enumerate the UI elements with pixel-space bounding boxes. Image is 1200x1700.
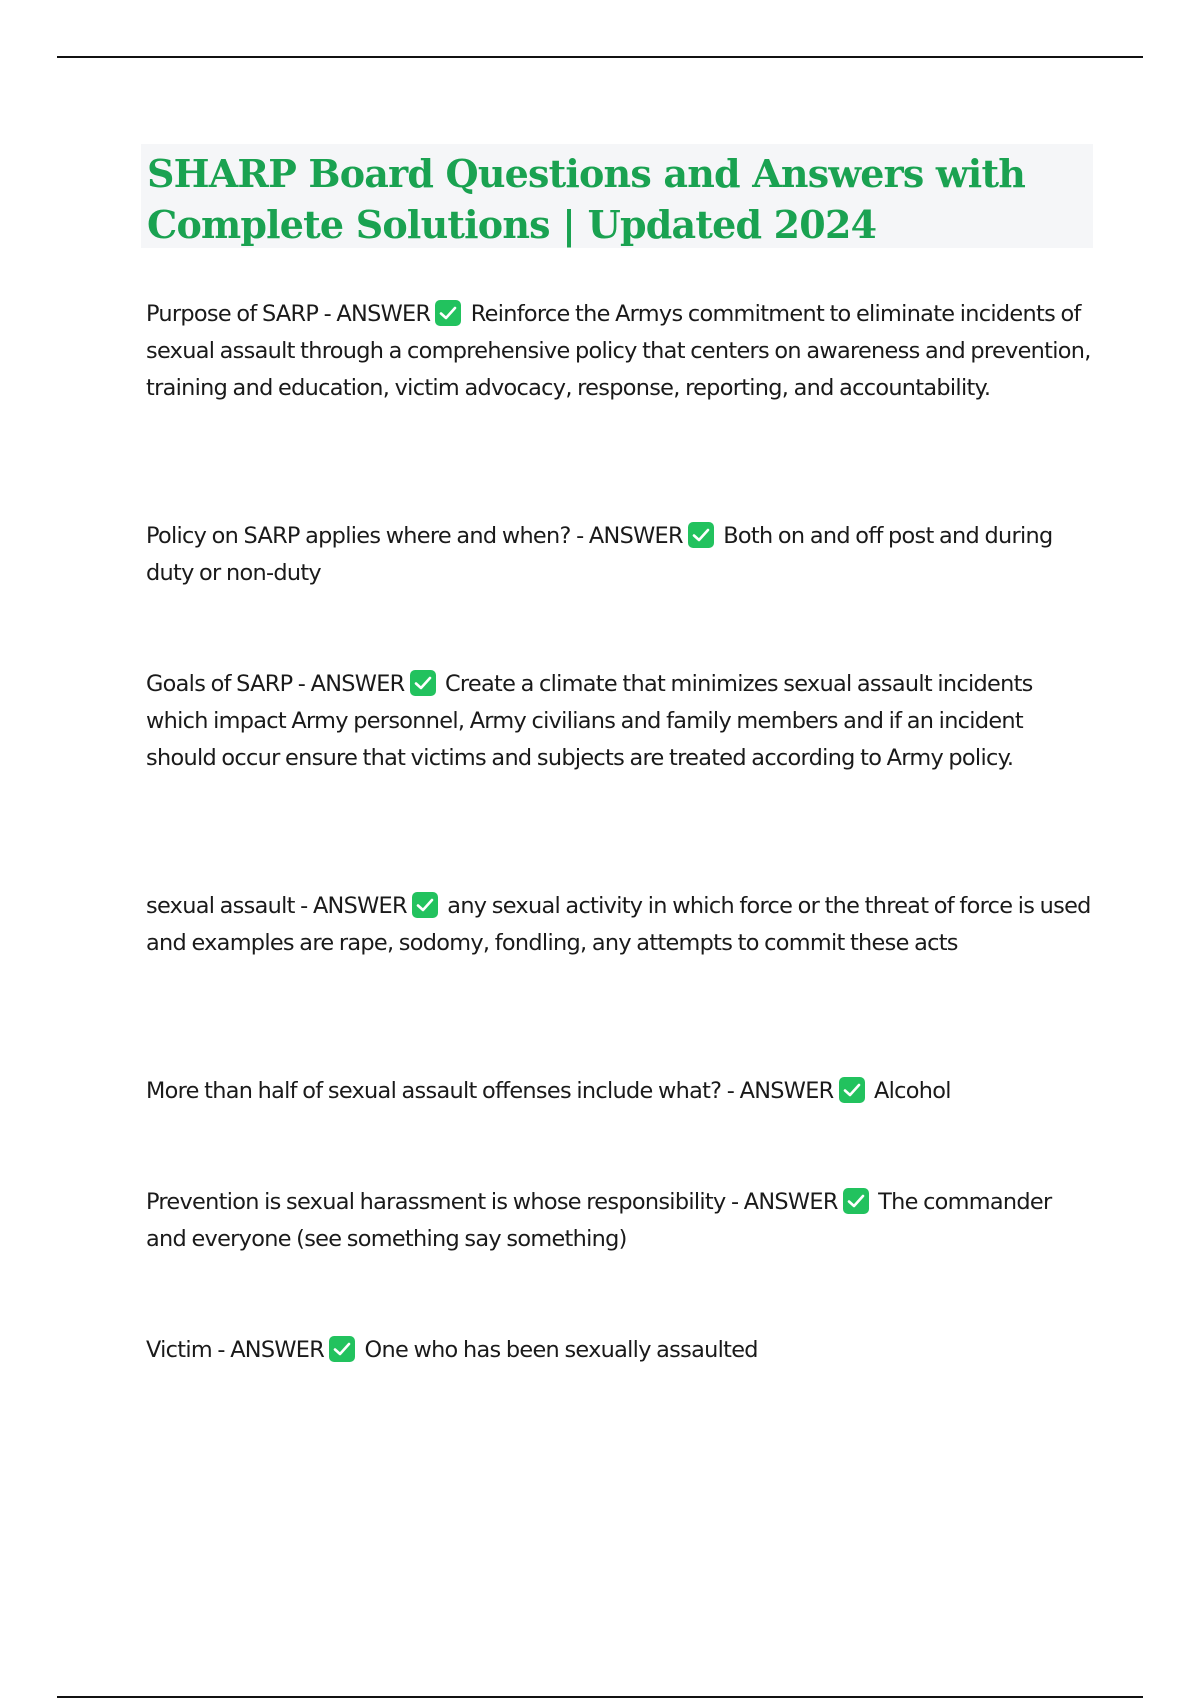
answer-marker: ANSWER bbox=[310, 671, 405, 697]
answer-marker: ANSWER bbox=[739, 1078, 834, 1104]
answer-text: Both on and off post and during duty or non-duty bbox=[146, 523, 1053, 586]
check-mark-icon bbox=[329, 1336, 355, 1362]
qa-item: More than half of sexual assault offenses include what? - ANSWER Alcohol bbox=[146, 1078, 951, 1104]
qa-item: Victim - ANSWER One who has been sexually assaulted bbox=[146, 1337, 758, 1363]
qa-item: Purpose of SARP - ANSWER Reinforce the Armys commitment to eliminate incidents of sexual assault through a comprehensive policy that centers on awareness and prevention, training and education, victim advocacy, response, reporting, and accountability. bbox=[146, 301, 1091, 401]
check-mark-icon bbox=[843, 1188, 869, 1214]
question-text: More than half of sexual assault offenses include what? bbox=[146, 1078, 722, 1104]
qa-item: sexual assault - ANSWER any sexual activity in which force or the threat of force is used and examples are rape, sodomy, fondling, any attempts to commit these acts bbox=[146, 893, 1091, 956]
question-text: Prevention is sexual harassment is whose responsibility bbox=[146, 1189, 726, 1215]
footer-rule bbox=[57, 1696, 1143, 1698]
answer-text: The commander and everyone (see something say something) bbox=[146, 1189, 1052, 1252]
qa-item: Goals of SARP - ANSWER Create a climate that minimizes sexual assault incidents which impact Army personnel, Army civilians and family members and if an incident should occur ensure that victims and subjects are treated according to Army policy. bbox=[146, 671, 1033, 771]
check-mark-icon bbox=[435, 300, 461, 326]
answer-marker: ANSWER bbox=[336, 301, 431, 327]
title-banner bbox=[141, 144, 1093, 248]
check-mark-icon bbox=[839, 1077, 865, 1103]
answer-text: Reinforce the Armys commitment to eliminate incidents of sexual assault through a comprehensive policy that centers on awareness and prevention, training and education, victim advocacy, response, reporting, and accountability. bbox=[146, 301, 1091, 401]
answer-text: One who has been sexually assaulted bbox=[364, 1337, 758, 1363]
document-title: SHARP Board Questions and Answers with Complete Solutions | Updated 2024 bbox=[147, 151, 1026, 247]
answer-marker: ANSWER bbox=[588, 523, 683, 549]
check-mark-icon bbox=[412, 892, 438, 918]
check-mark-icon bbox=[410, 670, 436, 696]
question-text: Purpose of SARP bbox=[146, 301, 319, 327]
header-rule bbox=[57, 56, 1143, 58]
answer-text: Create a climate that minimizes sexual assault incidents which impact Army personnel, Army civilians and family members and if an incident should occur ensure that victims and subjects are treated according to Army policy. bbox=[146, 671, 1033, 771]
question-text: sexual assault bbox=[146, 893, 295, 919]
question-text: Goals of SARP bbox=[146, 671, 293, 697]
answer-marker: ANSWER bbox=[230, 1337, 325, 1363]
question-text: Policy on SARP applies where and when? bbox=[146, 523, 571, 549]
check-mark-icon bbox=[688, 522, 714, 548]
question-text: Victim bbox=[146, 1337, 212, 1363]
answer-text: Alcohol bbox=[873, 1078, 951, 1104]
answer-marker: ANSWER bbox=[743, 1189, 838, 1215]
answer-marker: ANSWER bbox=[312, 893, 407, 919]
qa-item: Policy on SARP applies where and when? - ANSWER Both on and off post and during duty or non-duty bbox=[146, 523, 1053, 586]
qa-item: Prevention is sexual harassment is whose responsibility - ANSWER The commander and everyone (see something say something) bbox=[146, 1189, 1052, 1252]
answer-text: any sexual activity in which force or the threat of force is used and examples are rape, sodomy, fondling, any attempts to commit these acts bbox=[146, 893, 1091, 956]
